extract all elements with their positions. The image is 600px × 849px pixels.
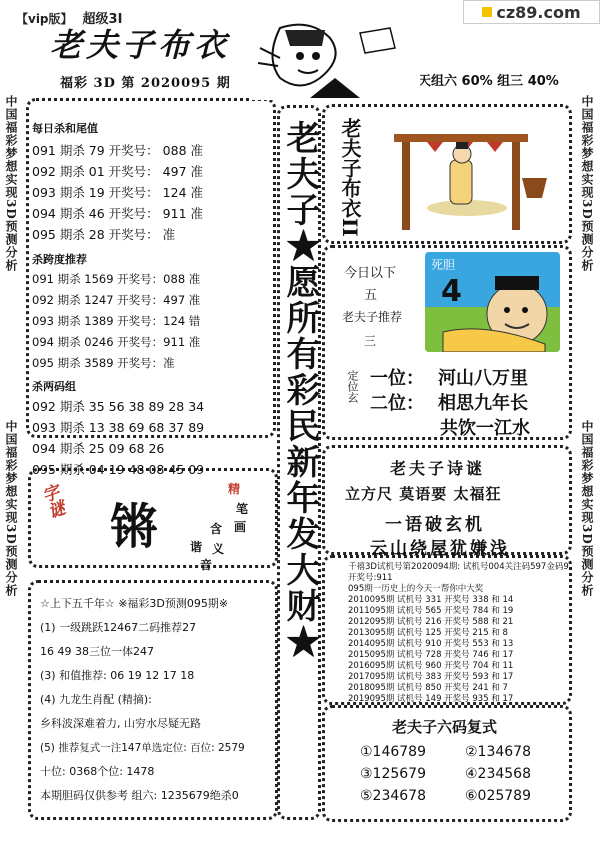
span-header: 杀跨度推荐 — [32, 253, 87, 266]
kill-tail-row: 092 期杀 01 开奖号： 497 准 — [32, 164, 203, 179]
bottom-left-row: ☆上下五千年☆ ※福彩3D预测095期※ — [40, 597, 229, 610]
bottom-left-row: (5) 推荐复式一注147单选定位: 百位: 2579 — [40, 742, 245, 754]
history-header: 千禧3D试机号第2020094期: 试机号004关注码597金码9 — [348, 562, 569, 572]
header-cartoon-illustration — [250, 18, 420, 100]
dead-gall-label: 死胆 — [431, 258, 456, 272]
riddle-word: 精 — [228, 482, 241, 496]
dead-gall-value: 4 — [441, 274, 462, 309]
position-list — [370, 364, 530, 439]
six-code-item: ⑤234678 — [360, 788, 426, 804]
pair-row: 092 期杀 35 56 38 89 28 34 — [32, 399, 205, 414]
six-code-item: ②134678 — [465, 744, 531, 760]
history-row: 2018095期 试机号 850 开奖号 241 和 7 — [348, 683, 508, 693]
bottom-left-row: 乡科波深难着力, 山穷水尽疑无路 — [40, 717, 201, 730]
poem-line-1: 立方尺 莫语要 太福狂 — [345, 485, 502, 503]
today-value: 五 — [364, 288, 378, 303]
position-row — [370, 389, 530, 414]
history-row: 2017095期 试机号 383 开奖号 593 和 17 — [348, 672, 514, 682]
recommend-label: 老夫子推荐 — [342, 310, 403, 324]
pair-header: 杀两码组 — [32, 380, 76, 393]
bottom-left-row: 16 49 38三位一体247 — [40, 645, 154, 658]
side-text-left-top: 中国福彩梦想实现3D预测分析 — [4, 95, 18, 272]
group-ratio: 天组六 60% 组三 40% — [418, 74, 559, 89]
recommend-value: 三 — [364, 334, 377, 348]
dead-gall-box — [425, 252, 560, 352]
six-code-grid — [360, 744, 560, 804]
riddle-mark: 字谜 — [35, 482, 67, 522]
pair-row: 095 期杀 04 19 48 08 45 09 — [32, 462, 205, 477]
history-block — [348, 562, 569, 705]
poem-line-3: 云山绕屋犹嫌浅 — [370, 539, 510, 559]
span-row: 091 期杀 1569 开奖号：088 准 — [32, 272, 201, 286]
kill-tail-row: 095 期杀 28 开奖号： 准 — [32, 227, 176, 242]
side-text-left-mid: 中国福彩梦想实现3D预测分析 — [4, 420, 18, 597]
six-code-item: ④234568 — [465, 766, 531, 782]
history-row: 2013095期 试机号 125 开奖号 215 和 8 — [348, 628, 508, 638]
span-row: 092 期杀 1247 开奖号：497 准 — [32, 293, 201, 307]
position-row — [370, 414, 530, 439]
position-row — [370, 364, 530, 389]
bottom-left-row: 十位: 0368个位: 1478 — [40, 765, 155, 778]
history-row: 2014095期 试机号 910 开奖号 553 和 13 — [348, 639, 514, 649]
page-title: 老夫子布衣 — [50, 26, 231, 64]
poem-title: 老夫子诗谜 — [390, 459, 486, 478]
pair-row: 093 期杀 13 38 69 68 37 89 — [32, 420, 205, 435]
six-code-item: ⑥025789 — [465, 788, 531, 804]
history-row: 2019095期 试机号 149 开奖号 935 和 17 — [348, 694, 514, 704]
bottom-left-row: (1) 一级跳跃12467二码推荐27 — [40, 621, 197, 634]
history-row: 2012095期 试机号 216 开奖号 588 和 21 — [348, 617, 514, 627]
side-text-right-top: 中国福彩梦想实现3D预测分析 — [580, 95, 594, 272]
position-text: 相思九年长 — [438, 393, 528, 414]
position-text: 河山八万里 — [438, 368, 528, 389]
riddle-word: 音 — [200, 558, 213, 572]
riddle-word: 义 — [212, 542, 225, 556]
span-row: 093 期杀 1389 开奖号：124 错 — [32, 314, 201, 328]
kill-tail-row: 093 期杀 19 开奖号： 124 准 — [32, 185, 203, 200]
bottom-left-block — [40, 592, 270, 808]
history-row: 2010095期 试机号 331 开奖号 338 和 14 — [348, 595, 514, 605]
six-code-item: ③125679 — [360, 766, 426, 782]
kill-tail-row: 091 期杀 79 开奖号： 088 准 — [32, 143, 203, 158]
bottom-left-row: 本期胆码仅供参考 组六: 1235679绝杀0 — [40, 789, 239, 802]
logo-square-icon — [482, 7, 492, 17]
right-top-title: 老夫子布衣II — [338, 118, 362, 237]
gate-cartoon-illustration — [372, 118, 562, 238]
history-row: 2015095期 试机号 728 开奖号 746 和 17 — [348, 650, 514, 660]
history-row: 2011095期 试机号 565 开奖号 784 和 19 — [348, 606, 514, 616]
span-row: 095 期杀 3589 开奖号：准 — [32, 356, 175, 370]
riddle-word: 含 — [210, 522, 223, 536]
riddle-word: 谐 — [190, 540, 203, 554]
history-header: 开奖号:911 — [348, 573, 393, 583]
six-code-item: ①146789 — [360, 744, 426, 760]
six-code-title: 老夫子六码复式 — [392, 718, 498, 736]
history-header: 095期一历史上的今天一帮你中大奖 — [348, 584, 484, 594]
position-name: 二位： — [370, 393, 424, 414]
vip-label: 【vip版】 — [16, 12, 73, 26]
poem-line-2: 一语破玄机 — [385, 515, 485, 535]
span-row: 094 期杀 0246 开奖号：911 准 — [32, 335, 201, 349]
today-label: 今日以下 — [344, 266, 397, 281]
bottom-left-row: (4) 九龙生肖配 (精摘): — [40, 693, 152, 706]
bottom-left-row: (3) 和值推荐: 06 19 12 17 18 — [40, 669, 195, 682]
center-slogan: 老夫子★愿所有彩民新年发大财★ — [280, 120, 320, 660]
history-row: 2016095期 试机号 960 开奖号 704 和 11 — [348, 661, 514, 671]
watermark-text: cz89.com — [496, 2, 581, 22]
issue-subtitle: 福彩 3D 第 2020095 期 — [60, 76, 231, 91]
vip-suffix: 超级3I — [82, 12, 123, 27]
site-watermark — [463, 0, 600, 24]
riddle-word: 画 — [234, 520, 247, 534]
kill-tail-row: 094 期杀 46 开奖号： 911 准 — [32, 206, 203, 221]
riddle-big-char: 锵 — [110, 499, 159, 555]
pair-row: 094 期杀 25 09 68 26 — [32, 441, 165, 456]
left-panel — [32, 120, 272, 480]
position-label: 定位玄 — [346, 370, 359, 403]
kill-tail-header: 每日杀和尾值 — [32, 122, 98, 135]
side-text-right-mid: 中国福彩梦想实现3D预测分析 — [580, 420, 594, 597]
position-name: 一位： — [370, 368, 424, 389]
position-text: 共饮一江水 — [440, 418, 530, 439]
riddle-word: 笔 — [236, 502, 249, 516]
